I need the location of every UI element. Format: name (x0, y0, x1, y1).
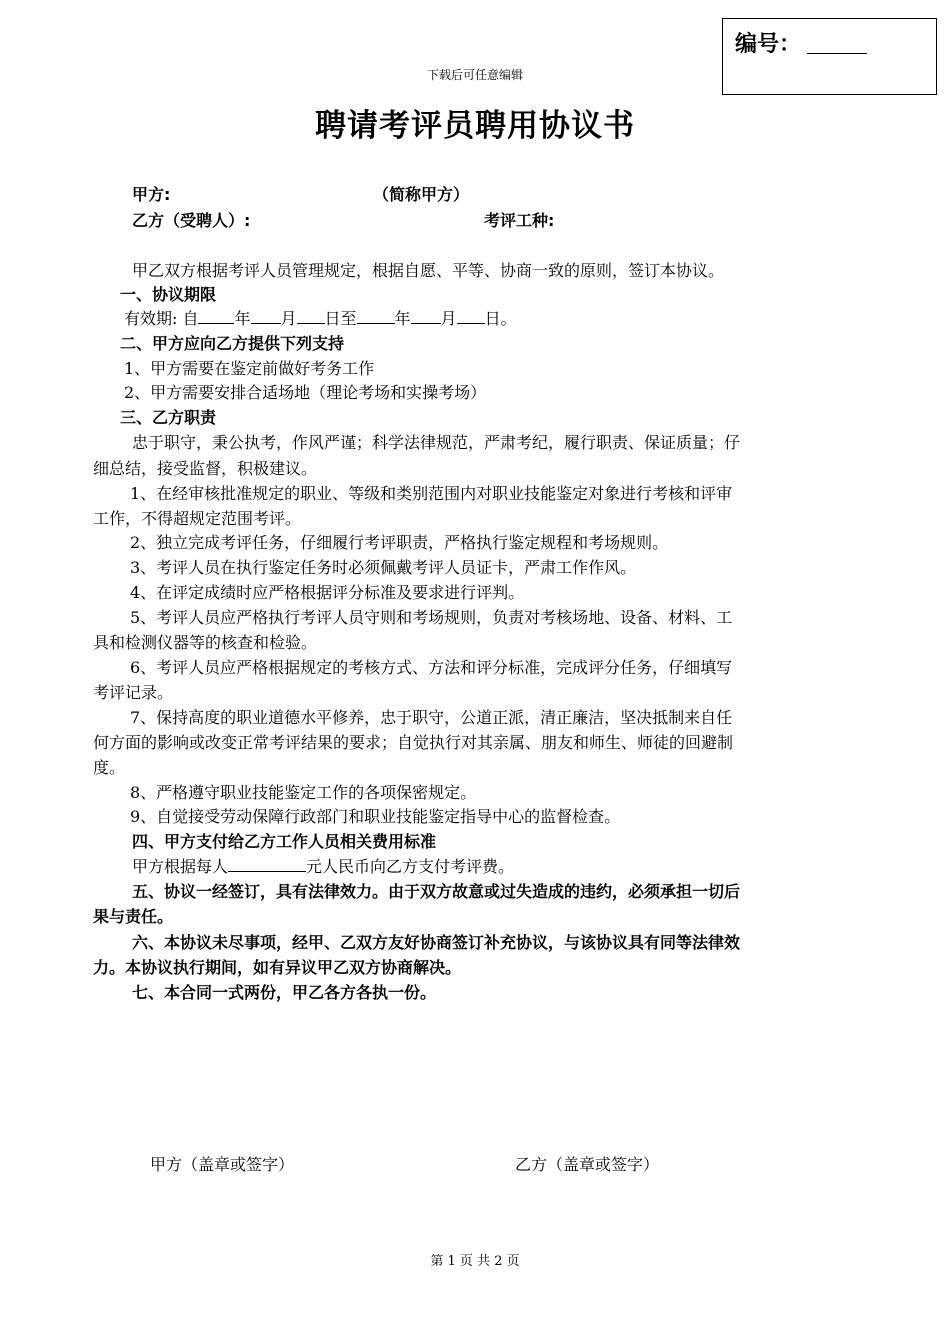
validity-month2-blank (411, 309, 441, 324)
party-a-signature: 甲方（盖章或签字） (150, 1155, 295, 1174)
section3-lead-line: 细总结，接受监督，积极建议。 (93, 459, 318, 478)
fee-line (132, 854, 514, 877)
section6-line: 力。本协议执行期间，如有异议甲乙双方协商解决。 (93, 958, 462, 977)
section3-heading: 三、乙方职责 (120, 408, 217, 427)
duty-item-7-cont: 度。 (93, 758, 126, 777)
document-number-label: 编号： (735, 32, 802, 57)
document-title: 聘请考评员聘用协议书 (315, 108, 635, 144)
validity-day2-blank (457, 309, 485, 324)
party-a-label: 甲方: (132, 185, 171, 204)
duty-item-1: 1、在经审核批准规定的职业、等级和类别范围内对职业技能鉴定对象进行考核和评审 (130, 484, 733, 503)
header-note: 下载后可任意编辑 (426, 68, 523, 82)
fee-suffix: 元人民币向乙方支付考评费。 (306, 857, 515, 876)
party-a-short-label: （简称甲方） (373, 185, 470, 204)
document-number-blank (807, 53, 867, 54)
section1-heading: 一、协议期限 (120, 285, 217, 304)
duty-item-3: 3、考评人员在执行鉴定任务时必须佩戴考评人员证卡，严肃工作作风。 (130, 558, 637, 577)
validity-year2: 年 (394, 309, 411, 328)
duty-item-7: 7、保持高度的职业道德水平修养，忠于职守，公道正派，清正廉洁，坚决抵制来自任 (130, 708, 733, 727)
validity-month2: 月 (440, 309, 457, 328)
duty-item-6: 6、考评人员应严格根据规定的考核方式、方法和评分标准，完成评分任务，仔细填写 (130, 658, 733, 677)
section5-line: 五、协议一经签订，具有法律效力。由于双方故意或过失造成的违约，必须承担一切后 (132, 882, 741, 901)
validity-day-end: 日。 (484, 309, 517, 328)
intro-paragraph: 甲乙双方根据考评人员管理规定，根据自愿、平等、协商一致的原则，签订本协议。 (132, 261, 725, 280)
validity-day-to: 日至 (324, 309, 357, 328)
exam-type-label: 考评工种: (484, 211, 555, 230)
validity-year: 年 (234, 309, 251, 328)
validity-month: 月 (280, 309, 297, 328)
duty-item-7-cont: 何方面的影响或改变正常考评结果的要求；自觉执行对其亲属、朋友和师生、师徒的回避制 (93, 733, 734, 752)
fee-amount-blank (228, 857, 306, 872)
duty-item-1-cont: 工作，不得超规定范围考评。 (93, 509, 302, 528)
section2-heading: 二、甲方应向乙方提供下列支持 (120, 334, 345, 353)
party-b-signature: 乙方（盖章或签字） (515, 1155, 660, 1174)
section6-line: 六、本协议未尽事项，经甲、乙双方友好协商签订补充协议，与该协议具有同等法律效 (132, 933, 741, 952)
document-number-box (722, 18, 937, 95)
validity-month-blank (251, 309, 281, 324)
validity-year2-blank (357, 309, 395, 324)
validity-line (124, 306, 517, 329)
section4-heading: 四、甲方支付给乙方工作人员相关费用标准 (132, 832, 437, 851)
section2-item: 1、甲方需要在鉴定前做好考务工作 (124, 359, 375, 378)
section7-line: 七、本合同一式两份，甲乙各方各执一份。 (132, 983, 437, 1002)
duty-item-2: 2、独立完成考评任务，仔细履行考评职责，严格执行鉴定规程和考场规则。 (130, 533, 669, 552)
section5-line: 果与责任。 (93, 907, 174, 926)
validity-day-blank (297, 309, 325, 324)
page-footer: 第 1 页 共 2 页 (430, 1254, 520, 1269)
section2-item: 2、甲方需要安排合适场地（理论考场和实操考场） (124, 383, 487, 402)
section3-lead-line: 忠于职守，秉公执考，作风严谨；科学法律规范，严肃考纪，履行职责、保证质量；仔 (132, 433, 741, 452)
validity-prefix: 有效期: 自 (124, 309, 199, 328)
validity-year-blank (198, 309, 234, 324)
duty-item-5-cont: 具和检测仪器等的核查和检验。 (93, 633, 318, 652)
party-b-label: 乙方（受聘人）: (132, 211, 251, 230)
duty-item-5: 5、考评人员应严格执行考评人员守则和考场规则，负责对考核场地、设备、材料、工 (130, 608, 733, 627)
duty-item-9: 9、自觉接受劳动保障行政部门和职业技能鉴定指导中心的监督检查。 (130, 807, 621, 826)
duty-item-8: 8、严格遵守职业技能鉴定工作的各项保密规定。 (130, 783, 477, 802)
duty-item-6-cont: 考评记录。 (93, 683, 174, 702)
duty-item-4: 4、在评定成绩时应严格根据评分标准及要求进行评判。 (130, 583, 525, 602)
fee-prefix: 甲方根据每人 (132, 857, 229, 876)
